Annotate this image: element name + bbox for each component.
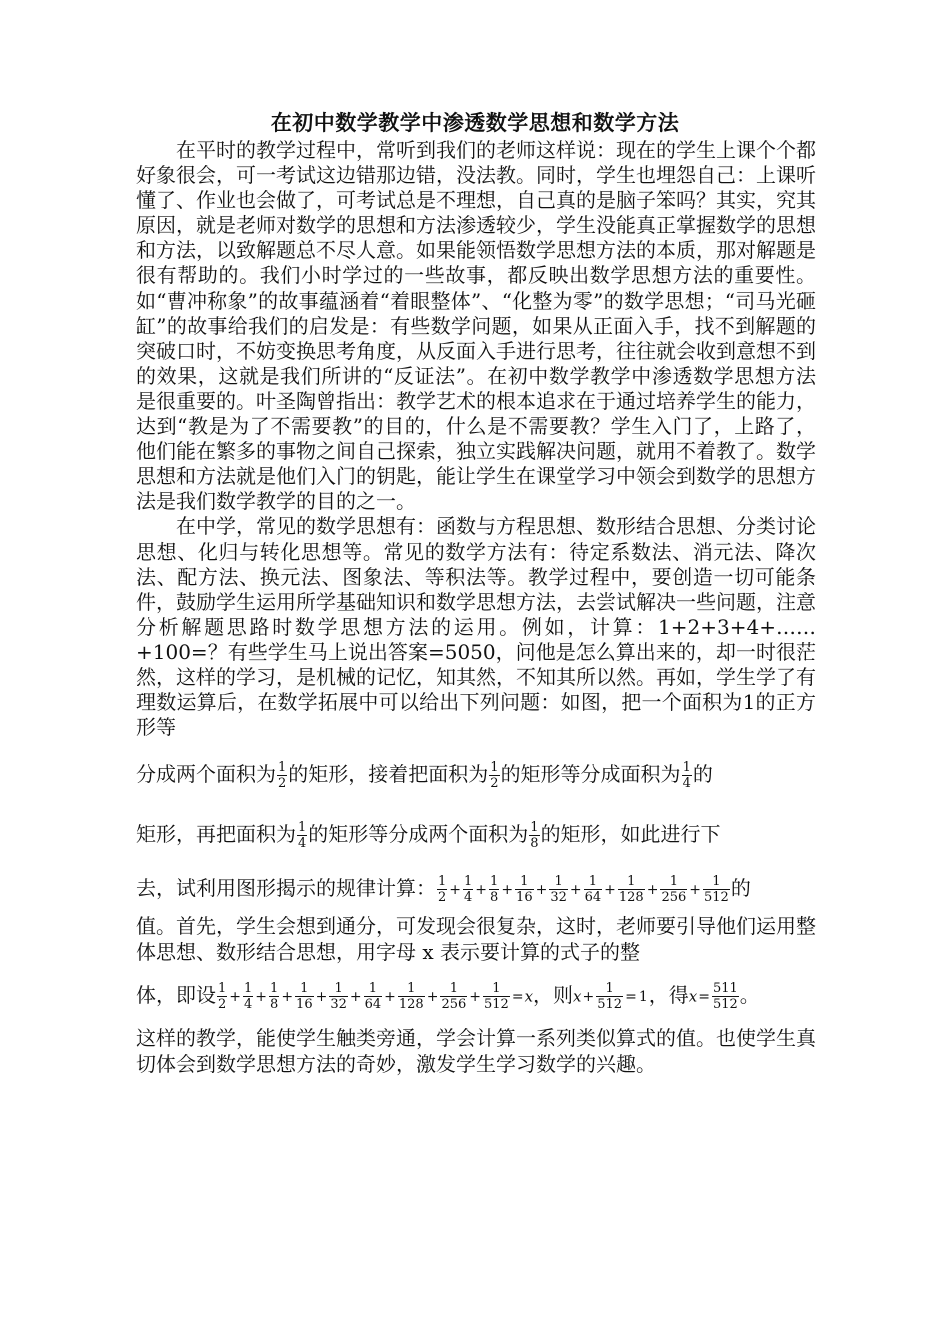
text-fragment: 的: [730, 876, 751, 901]
denominator: 16: [516, 890, 533, 906]
denominator: 2: [490, 776, 499, 792]
numerator: 1: [515, 874, 534, 890]
document-title: 在初中数学教学中渗透数学思想和数学方法: [270, 110, 680, 135]
denominator: 8: [530, 836, 539, 852]
plus-sign: +: [281, 988, 294, 1005]
number-one: 1: [638, 988, 648, 1005]
variable-x: x: [573, 987, 582, 1006]
series-expression: [436, 874, 731, 906]
variable-x: x: [524, 987, 534, 1006]
denominator: 256: [441, 997, 467, 1013]
equals-sign: =: [625, 988, 637, 1005]
denominator: 64: [364, 997, 382, 1013]
plus-sign: +: [582, 988, 595, 1005]
math-line-1: [136, 743, 816, 805]
numerator: 1: [244, 981, 253, 997]
denominator: 32: [550, 890, 567, 906]
plus-sign: +: [646, 881, 659, 898]
fraction-result: [712, 981, 739, 1012]
text-fragment: 。: [739, 983, 760, 1008]
denominator: 512: [597, 997, 623, 1013]
text-fragment: 矩形，再把面积为: [136, 822, 296, 847]
plus-sign: +: [229, 988, 242, 1005]
paragraph-2: 在中学，常见的数学思想有：函数与方程思想、数形结合思想、分类讨论思想、化归与转化思想等。常见的数学方法有：待定系数法、消元法、降次法、配方法、换元法、图象法、等积法等。教学过程中，要创造一切可能条件，鼓励学生运用所学基础知识和数学思想方法，去尝试解决一些问题，注意分析解题思路时数学思想方法的运用。例如，计算：1+2+3+4+……+100=？有些学生马上说出答案=5050，问他是怎么算出来的，却一时很茫然，这样的学习，是机械的记忆，知其然，不知其所以然。再如，学生学了有理数运算后，在数学拓展中可以给出下列问题：如图，把一个面积为1的正方形等: [136, 514, 816, 740]
equals-sign: =: [698, 988, 710, 1005]
denominator: 4: [682, 776, 691, 792]
fraction-half: [489, 760, 499, 791]
plus-sign: +: [604, 881, 616, 898]
series-term: [364, 981, 383, 1012]
series-term: [398, 981, 425, 1012]
text-fragment: 的矩形，接着把面积为: [288, 762, 489, 787]
series-term: [483, 981, 510, 1012]
series-term: [440, 981, 467, 1012]
text-fragment: 的矩形等分成两个面积为: [308, 822, 529, 847]
math-section: [136, 743, 816, 1077]
fraction-half: [277, 760, 287, 791]
text-fragment: 分成两个面积为: [136, 762, 276, 787]
plus-sign: +: [569, 881, 582, 898]
series-term: [243, 981, 253, 1012]
series-term: [549, 874, 568, 905]
numerator: 1: [596, 981, 623, 997]
denominator: 128: [618, 890, 644, 906]
text-fragment: 的矩形，如此进行下: [540, 822, 721, 847]
series-term: [618, 874, 645, 905]
numerator: 1: [549, 874, 568, 890]
numerator: 1: [438, 874, 447, 890]
numerator: 1: [483, 981, 510, 997]
fraction-eighth: [529, 820, 539, 851]
text-fragment: 去，试利用图形揭示的规律计算：: [136, 876, 436, 901]
series-term: [217, 981, 227, 1012]
paragraph-1: 在平时的教学过程中，常听到我们的老师这样说：现在的学生上课个个都好象很会，可一考试这边错那边错，没法教。同时，学生也埋怨自己：上课听懂了、作业也会做了，可考试总是不理想，自己真的是脑子笨吗？其实，究其原因，就是老师对数学的思想和方法渗透较少，学生没能真正掌握数学的思想和方法，以致解题总不尽人意。如果能领悟数学思想方法的本质，那对解题是很有帮助的。我们小时学过的一些故事，都反映出数学思想方法的重要性。如“曹冲称象”的故事蕴涵着“着眼整体”、“化整为零”的数学思想；“司马光砸缸”的故事给我们的启发是：有些数学问题，如果从正面入手，找不到解题的突破口时，不妨变换思考角度，从反面入手进行思考，往往就会收到意想不到的效果，这就是我们所讲的“反证法”。在初中数学教学中渗透数学思想方法是很重要的。叶圣陶曾指出：教学艺术的根本追求在于通过培养学生的能力，达到“教是为了不需要教”的目的，什么是不需要教？学生入门了，上路了，他们能在繁多的事物之间自己探索，独立实践解决问题，就用不着教了。数学思想和方法就是他们入门的钥匙，能让学生在课堂学习中领会到数学的思想方法是我们数学教学的目的之一。: [136, 138, 816, 514]
numerator: 1: [398, 981, 425, 997]
denominator: 128: [398, 997, 424, 1013]
plus-sign: +: [469, 988, 482, 1005]
denominator: 256: [661, 890, 687, 906]
series-term: [295, 981, 314, 1012]
series-term: [329, 981, 348, 1012]
series-term: [584, 874, 603, 905]
text-fragment: 体，即设: [136, 983, 216, 1008]
numerator: 1: [530, 820, 539, 836]
numerator: 1: [490, 874, 499, 890]
denominator: 8: [270, 997, 279, 1013]
plus-sign: +: [315, 988, 328, 1005]
denominator: 2: [438, 890, 447, 906]
plus-sign: +: [426, 988, 439, 1005]
numerator: 1: [364, 981, 383, 997]
numerator: 1: [278, 760, 287, 776]
math-line-2: [136, 805, 816, 863]
math-line-4-prefix: 值。首先，学生会想到通分，可发现会很复杂，这时，老师要引导他们运用整体思想、数形结合思想，用字母 x 表示要计算的式子的整: [136, 914, 816, 965]
text-fragment: 的: [692, 762, 713, 787]
fraction-quarter: [297, 820, 307, 851]
series-term: [703, 874, 730, 905]
plus-sign: +: [501, 881, 514, 898]
denominator: 512: [704, 890, 729, 906]
denominator: 4: [464, 890, 473, 906]
text-fragment: ，得: [648, 983, 689, 1008]
fraction-quarter: [682, 760, 692, 791]
numerator: 1: [618, 874, 645, 890]
numerator: 1: [703, 874, 730, 890]
numerator: 1: [682, 760, 691, 776]
numerator: 1: [329, 981, 348, 997]
numerator: 511: [712, 981, 738, 997]
closing-text: 这样的教学，能使学生触类旁通，学会计算一系列类似算式的值。也使学生真切体会到数学思想方法的奇妙，激发学生学习数学的兴趣。: [136, 1026, 816, 1077]
plus-sign: +: [535, 881, 548, 898]
numerator: 1: [660, 874, 687, 890]
text-fragment: ，则: [533, 983, 574, 1008]
denominator: 2: [278, 776, 287, 792]
numerator: 1: [584, 874, 603, 890]
series-expression: [216, 981, 511, 1013]
series-term: [269, 981, 279, 1012]
denominator: 4: [298, 836, 307, 852]
plus-sign: +: [449, 881, 462, 898]
plus-sign: +: [475, 881, 488, 898]
plus-sign: +: [384, 988, 396, 1005]
series-term: [463, 874, 473, 905]
variable-x: x: [688, 987, 698, 1006]
plus-sign: +: [689, 881, 702, 898]
numerator: 1: [298, 820, 307, 836]
text-fragment: 的矩形等分成面积为: [500, 762, 681, 787]
series-term: [660, 874, 687, 905]
numerator: 1: [218, 981, 227, 997]
series-term: [437, 874, 447, 905]
denominator: 512: [712, 997, 738, 1013]
denominator: 8: [490, 890, 499, 906]
series-term: [489, 874, 499, 905]
numerator: 1: [440, 981, 467, 997]
denominator: 16: [296, 997, 313, 1013]
denominator: 512: [484, 997, 509, 1013]
denominator: 2: [218, 997, 227, 1013]
fraction-last-term: [596, 981, 623, 1012]
equals-sign: =: [511, 988, 524, 1005]
numerator: 1: [270, 981, 279, 997]
math-line-3: [136, 863, 816, 913]
series-term: [515, 874, 534, 905]
numerator: 1: [490, 760, 499, 776]
denominator: 4: [244, 997, 253, 1013]
denominator: 32: [330, 997, 347, 1013]
plus-sign: +: [349, 988, 362, 1005]
denominator: 64: [584, 890, 602, 906]
document-body: [136, 138, 816, 1077]
numerator: 1: [464, 874, 473, 890]
numerator: 1: [295, 981, 314, 997]
math-line-5: [136, 965, 816, 1025]
plus-sign: +: [255, 988, 268, 1005]
